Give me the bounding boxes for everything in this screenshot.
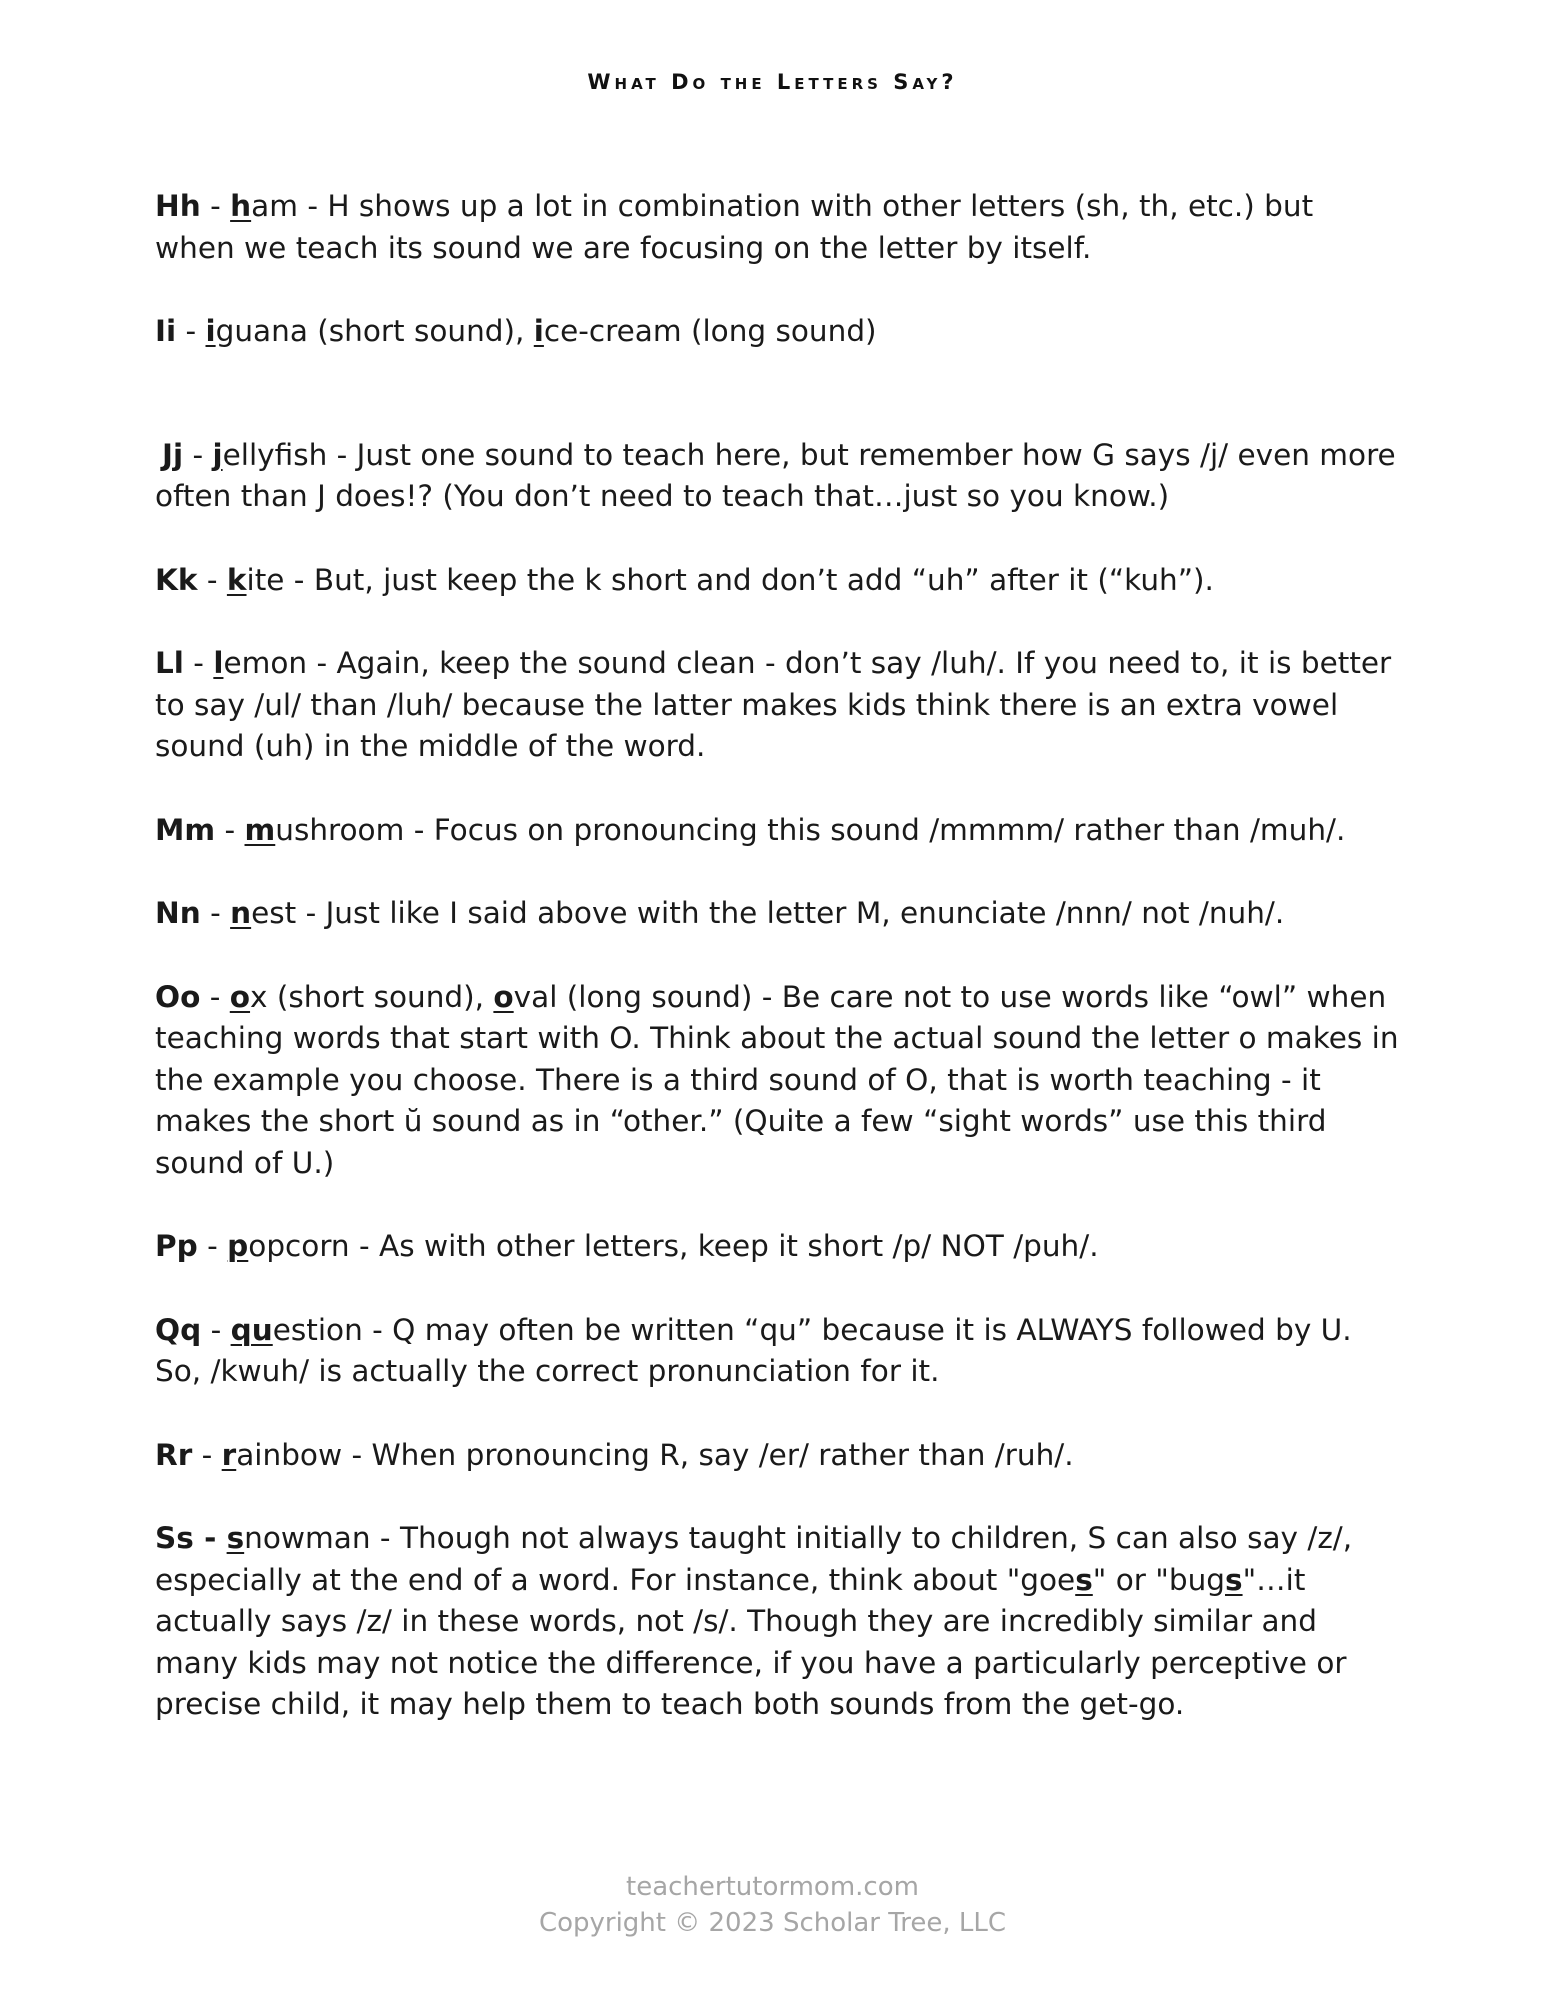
entry-nn [155, 893, 1400, 935]
dash: - [215, 812, 245, 847]
letter-label: Ii [155, 314, 177, 348]
entry-mm [155, 810, 1400, 852]
entry-text: estion - Q may often be written “qu” because it is ALWAYS followed by U. So, /kwuh/ is actually the correct pronunciation for it. [155, 1312, 1352, 1388]
entry-kk [155, 560, 1400, 602]
dash: - [197, 1229, 228, 1263]
letter-sound-list [155, 186, 1400, 1726]
sound-underline: s [1075, 1562, 1093, 1597]
entry-text: opcorn - As with other letters, keep it short /p/ NOT /puh/. [248, 1229, 1099, 1263]
footer-website: teachertutormom.com [626, 1872, 919, 1902]
sound-underline: m [244, 812, 276, 847]
sound-underline: s [1225, 1562, 1243, 1597]
entry-pp [155, 1226, 1400, 1268]
sound-underline: r [221, 1437, 237, 1472]
sound-underline: i [533, 314, 544, 348]
entry-text: am - H shows up a lot in combination with other letters (sh, th, etc.) but when we teach its sound we are focusing on the letter by itself. [155, 189, 1314, 265]
entry-text: ite - But, just keep the k short and don’t add “uh” after it (“kuh”). [246, 562, 1214, 597]
sound-underline: p [227, 1229, 249, 1263]
letter-label: Pp [155, 1229, 198, 1263]
page-footer [0, 1869, 1545, 1941]
entry-text: ainbow - When pronouncing R, say /er/ rather than /ruh/. [236, 1437, 1074, 1472]
sound-underline: i [205, 314, 216, 348]
entry-rr [155, 1435, 1400, 1477]
letter-label: Kk [155, 562, 198, 597]
letter-label: Ll [155, 646, 184, 680]
entry-ll [155, 643, 1400, 768]
entry-qq [155, 1310, 1400, 1393]
letter-label: Ss [155, 1521, 194, 1555]
footer-copyright: Copyright © 2023 Scholar Tree, LLC [538, 1908, 1007, 1938]
letter-label: Qq [155, 1312, 202, 1347]
dash: - [197, 562, 227, 597]
entry-text: " or "bug [1092, 1562, 1225, 1597]
dash: - [183, 646, 214, 680]
sound-underline: h [230, 189, 252, 223]
dash: - [193, 1521, 227, 1555]
dash: - [200, 189, 231, 223]
sound-underline: qu [230, 1312, 273, 1347]
letter-label: Rr [155, 1437, 193, 1472]
letter-label: Jj [162, 437, 184, 472]
dash: - [183, 437, 213, 472]
sound-underline: k [226, 562, 247, 597]
sound-underline: l [213, 646, 224, 680]
entry-text: emon - Again, keep the sound clean - don’t say /luh/. If you need to, it is better to say /ul/ than /luh/ because the latter makes kids think there is an extra vowel sound (uh) in the middle of the word. [155, 646, 1392, 763]
entry-jj [155, 435, 1400, 518]
sound-underline: o [229, 979, 251, 1014]
letter-label: Oo [155, 979, 201, 1014]
entry-text: x (short sound), [250, 979, 494, 1014]
entry-oo [155, 977, 1400, 1185]
dash: - [176, 314, 206, 348]
page-title: What Do the Letters Say? [587, 70, 958, 94]
dash: - [200, 896, 231, 930]
entry-text: "…it actually says /z/ in these words, not /s/. Though they are incredibly similar and many kids may not notice the difference, if you have a particularly perceptive or precise child, it may help them to teach both sounds from the get-go. [155, 1562, 1347, 1721]
letter-label: Mm [155, 812, 216, 847]
letter-label: Nn [155, 896, 201, 930]
sound-underline: s [226, 1521, 245, 1555]
sound-underline: o [493, 979, 514, 1014]
dash: - [200, 979, 230, 1014]
entry-text: ce-cream (long sound) [543, 314, 877, 348]
entry-ii [155, 311, 1400, 353]
entry-text: guana (short sound), [215, 314, 534, 348]
entry-text: nowman - Though not always taught initially to children, S can also say /z/, especially at the end of a word. For instance, think about "goe [155, 1521, 1353, 1597]
entry-text: est - Just like I said above with the letter M, enunciate /nnn/ not /nuh/. [251, 896, 1285, 930]
dash: - [201, 1312, 231, 1347]
entry-text: ushroom - Focus on pronouncing this sound /mmmm/ rather than /muh/. [275, 812, 1346, 847]
entry-text: ellyfish - Just one sound to teach here, but remember how G says /j/ even more often than J does!? (You don’t need to teach that…just so you know.) [155, 437, 1396, 513]
letter-label: Hh [155, 189, 201, 223]
entry-ss [155, 1518, 1400, 1726]
entry-text: val (long sound) - Be care not to use words like “owl” when teaching words that start with O. Think about the actual sound the letter o makes in the example you choose. There is a third sound of O, that is worth teaching - it makes the short ŭ sound as in “other.” (Quite a few “sight words” use this third sound of U.) [155, 979, 1399, 1180]
entry-hh [155, 186, 1400, 269]
dash: - [192, 1437, 222, 1472]
sound-underline: n [230, 896, 252, 930]
sound-underline: j [212, 437, 223, 472]
